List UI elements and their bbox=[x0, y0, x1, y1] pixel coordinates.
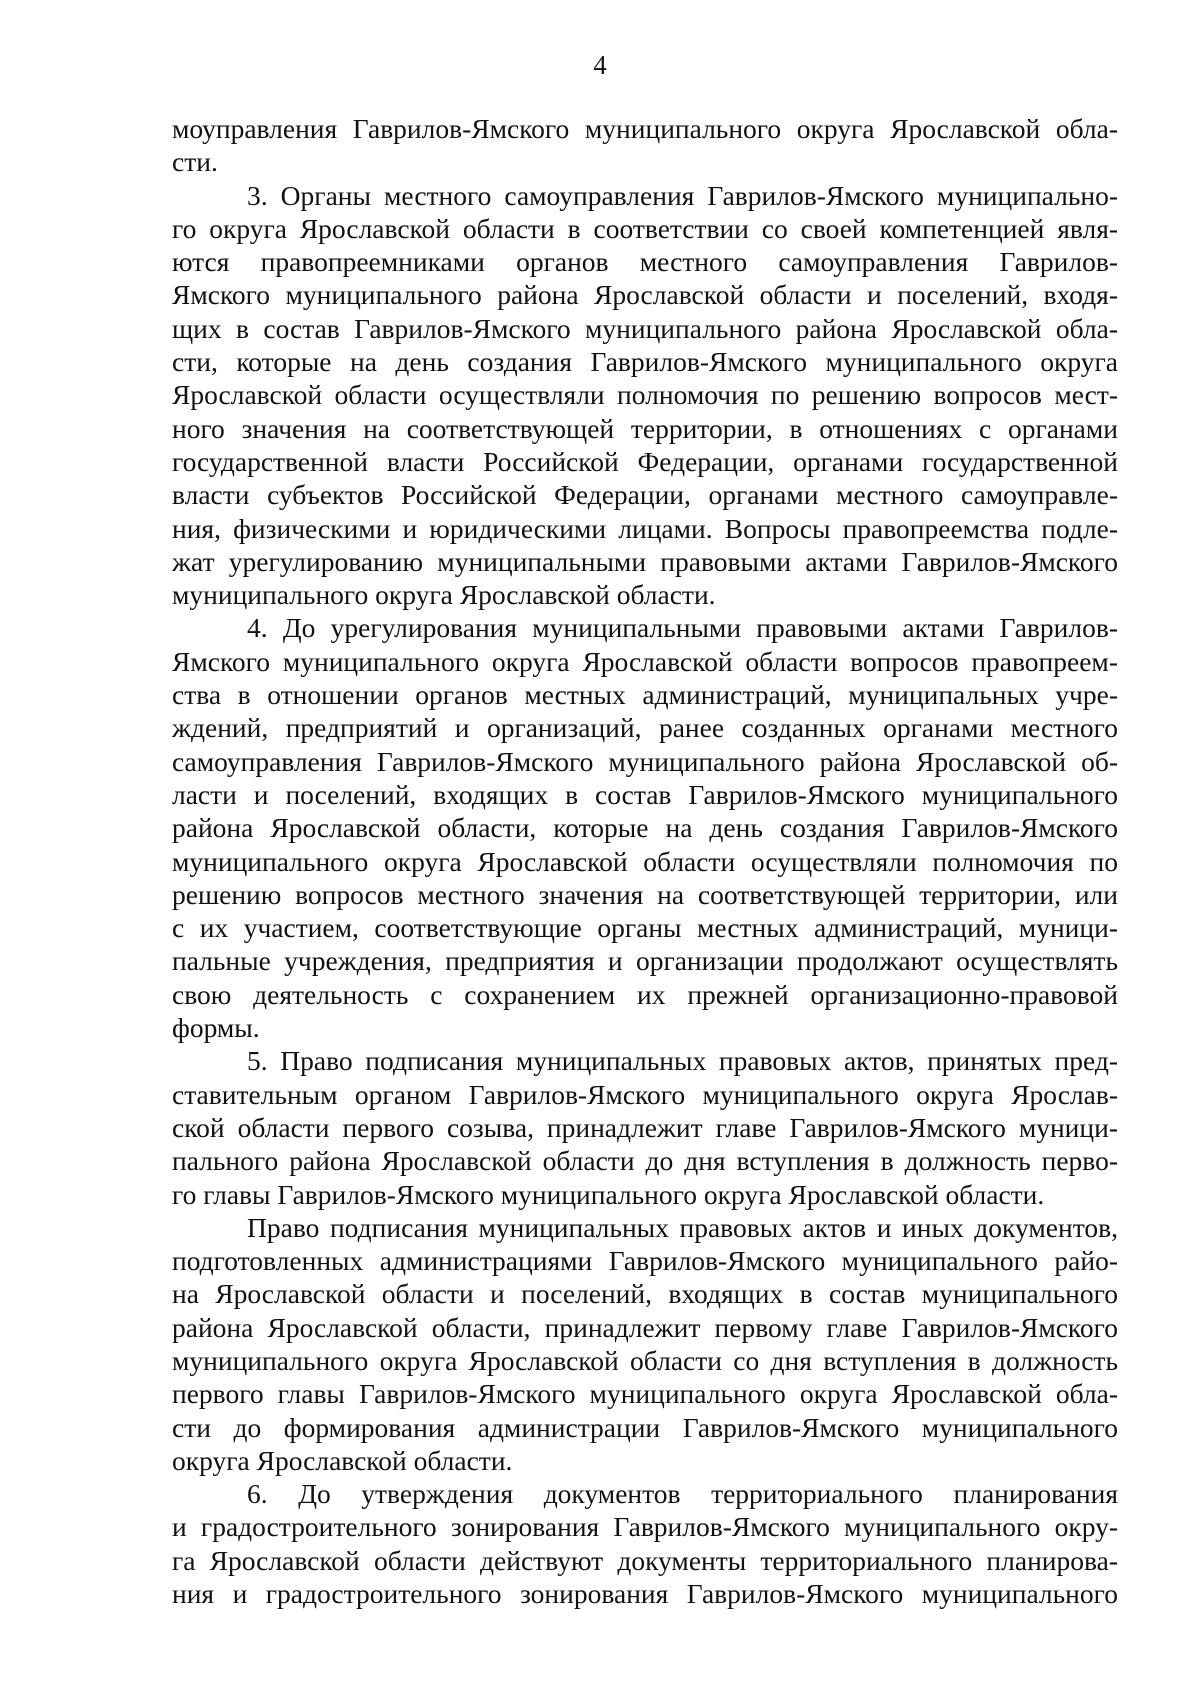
text-line: пального района Ярославской области до дня вступления в должность перво- bbox=[172, 1145, 1118, 1177]
text-line: пальные учреждения, предприятия и организации продолжают осуществлять bbox=[172, 945, 1118, 977]
text-line: 3. Органы местного самоуправления Гаврилов-Ямского муниципально- bbox=[247, 179, 1118, 211]
text-line: ской области первого созыва, принадлежит главе Гаврилов-Ямского муници- bbox=[172, 1111, 1118, 1143]
text-line: ния, физическими и юридическими лицами. Вопросы правопреемства подле- bbox=[172, 512, 1118, 544]
text-line: го главы Гаврилов-Ямского муниципального округа Ярославской области. bbox=[172, 1178, 1045, 1210]
text-line: ного значения на соответствующей территории, в отношениях с органами bbox=[172, 412, 1118, 444]
text-line: Ярославской области осуществляли полномочия по решению вопросов мест- bbox=[172, 379, 1118, 411]
text-line: Ямского муниципального округа Ярославской области вопросов правопреем- bbox=[172, 645, 1118, 677]
text-line: 4. До урегулирования муниципальными правовыми актами Гаврилов- bbox=[247, 612, 1118, 644]
text-line: решению вопросов местного значения на соответствующей территории, или bbox=[172, 878, 1118, 910]
text-line: на Ярославской области и поселений, входящих в состав муниципального bbox=[172, 1278, 1118, 1310]
text-line: жат урегулированию муниципальными правовыми актами Гаврилов-Ямского bbox=[172, 545, 1118, 577]
text-line: самоуправления Гаврилов-Ямского муниципального района Ярославской об- bbox=[172, 745, 1118, 777]
text-line: ства в отношении органов местных администраций, муниципальных учре- bbox=[172, 679, 1118, 711]
text-line: 5. Право подписания муниципальных правовых актов, принятых пред- bbox=[247, 1045, 1118, 1077]
text-line: округа Ярославской области. bbox=[172, 1444, 513, 1476]
text-line: района Ярославской области, принадлежит первому главе Гаврилов-Ямского bbox=[172, 1311, 1118, 1343]
text-line: власти субъектов Российской Федерации, органами местного самоуправле- bbox=[172, 479, 1118, 511]
text-line: сти. bbox=[172, 146, 218, 178]
text-line: первого главы Гаврилов-Ямского муниципального округа Ярославской обла- bbox=[172, 1378, 1118, 1410]
text-line: свою деятельность с сохранением их прежней организационно-правовой bbox=[172, 978, 1118, 1010]
text-line: подготовленных администрациями Гаврилов-Ямского муниципального райо- bbox=[172, 1245, 1118, 1277]
text-line: ласти и поселений, входящих в состав Гаврилов-Ямского муниципального bbox=[172, 778, 1118, 810]
text-line: сти, которые на день создания Гаврилов-Ямского муниципального округа bbox=[172, 346, 1118, 378]
text-line: с их участием, соответствующие органы местных администраций, муници- bbox=[172, 912, 1118, 944]
text-line: Право подписания муниципальных правовых актов и иных документов, bbox=[247, 1211, 1118, 1243]
page-number: 4 bbox=[593, 50, 607, 80]
text-line: го округа Ярославской области в соответствии со своей компетенцией явля- bbox=[172, 212, 1118, 244]
text-line: и градостроительного зонирования Гаврилов-Ямского муниципального окру- bbox=[172, 1511, 1118, 1543]
text-line: муниципального округа Ярославской области осуществляли полномочия по bbox=[172, 845, 1118, 877]
text-line: государственной власти Российской Федерации, органами государственной bbox=[172, 445, 1118, 477]
text-line: ставительным органом Гаврилов-Ямского муниципального округа Ярослав- bbox=[172, 1078, 1118, 1110]
document-body bbox=[172, 112, 1118, 1610]
text-line: ния и градостроительного зонирования Гаврилов-Ямского муниципального bbox=[172, 1578, 1118, 1610]
text-line: щих в состав Гаврилов-Ямского муниципального района Ярославской обла- bbox=[172, 312, 1118, 344]
text-line: сти до формирования администрации Гаврилов-Ямского муниципального bbox=[172, 1411, 1118, 1443]
text-line: 6. До утверждения документов территориального планирования bbox=[247, 1478, 1118, 1510]
text-line: ются правопреемниками органов местного самоуправления Гаврилов- bbox=[172, 246, 1118, 278]
text-line: района Ярославской области, которые на день создания Гаврилов-Ямского bbox=[172, 812, 1118, 844]
text-line: формы. bbox=[172, 1012, 260, 1044]
text-line: ждений, предприятий и организаций, ранее созданных органами местного bbox=[172, 712, 1118, 744]
text-line: моуправления Гаврилов-Ямского муниципального округа Ярославской обла- bbox=[172, 113, 1118, 144]
text-line: муниципального округа Ярославской области со дня вступления в должность bbox=[172, 1344, 1118, 1376]
text-line: Ямского муниципального района Ярославской области и поселений, входя- bbox=[172, 279, 1118, 311]
text-line: га Ярославской области действуют документы территориального планирова- bbox=[172, 1544, 1118, 1576]
text-line: муниципального округа Ярославской области. bbox=[172, 579, 716, 611]
